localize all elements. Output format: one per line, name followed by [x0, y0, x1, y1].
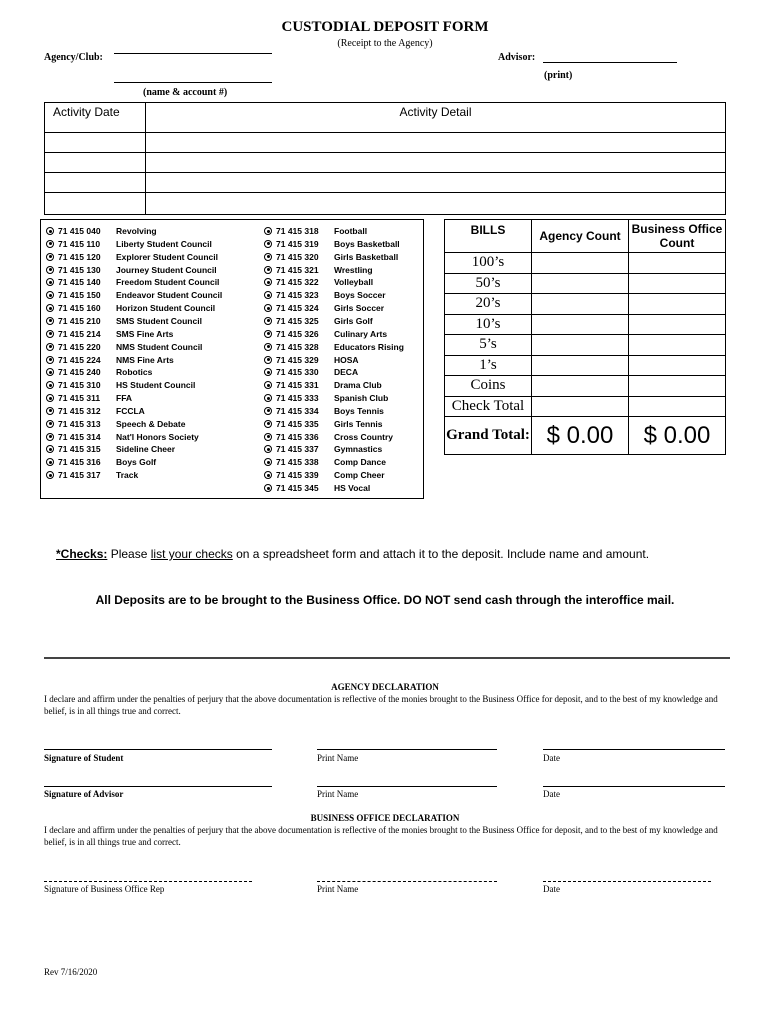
print-name-label: Print Name — [317, 753, 359, 763]
account-option[interactable] — [264, 277, 373, 288]
radio-icon[interactable] — [264, 471, 272, 479]
account-name: Football — [334, 226, 368, 236]
account-option[interactable] — [264, 265, 373, 276]
account-option[interactable] — [264, 393, 388, 404]
bill-denomination-label: 50’s — [445, 273, 532, 294]
radio-icon[interactable] — [264, 458, 272, 466]
radio-icon[interactable] — [264, 266, 272, 274]
radio-icon[interactable] — [46, 330, 54, 338]
account-option[interactable] — [46, 342, 202, 353]
account-option[interactable] — [264, 329, 387, 340]
account-option[interactable] — [264, 457, 386, 468]
radio-icon[interactable] — [264, 291, 272, 299]
account-number: 71 415 322 — [276, 277, 319, 288]
checks-post: on a spreadsheet form and attach it to the deposit. Include name and amount. — [236, 547, 650, 561]
account-name: SMS Fine Arts — [116, 328, 174, 339]
radio-icon[interactable] — [264, 330, 272, 338]
account-name: Drama Club — [334, 380, 382, 391]
business-print-name-line[interactable] — [317, 881, 497, 882]
account-number: 71 415 339 — [276, 470, 319, 481]
account-option[interactable] — [46, 290, 222, 301]
business-count-cell[interactable] — [629, 273, 726, 294]
account-number: 71 415 337 — [276, 444, 319, 455]
form-title: CUSTODIAL DEPOSIT FORM — [281, 19, 489, 35]
account-number: 71 415 314 — [58, 431, 101, 442]
account-name: NMS Student Council — [116, 341, 203, 352]
name-account-label: (name & account #) — [143, 87, 228, 98]
account-name: Educators Rising — [334, 341, 404, 352]
account-option[interactable] — [264, 252, 398, 263]
account-number: 71 415 315 — [58, 444, 101, 455]
account-name: Revolving — [116, 226, 157, 236]
account-selection-box — [40, 219, 424, 499]
account-number: 71 415 325 — [276, 315, 319, 326]
account-name: Freedom Student Council — [116, 277, 220, 288]
business-count-cell[interactable] — [629, 355, 726, 376]
account-name: HS Vocal — [334, 483, 371, 493]
activity-detail-cell[interactable] — [146, 173, 726, 193]
account-number: 71 415 220 — [58, 341, 101, 352]
radio-icon[interactable] — [46, 253, 54, 261]
radio-icon[interactable] — [264, 420, 272, 428]
business-grand-total: $ 0.00 — [629, 417, 726, 455]
activity-date-cell[interactable] — [45, 173, 146, 193]
account-option[interactable] — [46, 470, 138, 481]
account-name: Comp Cheer — [334, 470, 385, 481]
account-option[interactable] — [46, 444, 175, 455]
account-number: 71 415 335 — [276, 418, 319, 429]
activity-date-cell[interactable] — [45, 193, 146, 215]
account-number: 71 415 330 — [276, 367, 319, 378]
account-option[interactable] — [46, 419, 185, 430]
account-name: NMS Fine Arts — [116, 354, 174, 365]
bills-row — [445, 376, 726, 397]
account-number: 71 415 210 — [58, 315, 101, 326]
account-number: 71 415 328 — [276, 341, 319, 352]
account-option[interactable] — [46, 367, 152, 378]
account-name: HOSA — [334, 354, 359, 365]
radio-icon[interactable] — [46, 240, 54, 248]
account-number: 71 415 317 — [58, 470, 101, 481]
radio-icon[interactable] — [46, 368, 54, 376]
account-number: 71 415 140 — [58, 277, 101, 288]
signature-of-business-rep-label: Signature of Business Office Rep — [44, 884, 165, 894]
business-count-cell[interactable] — [629, 396, 726, 417]
account-number: 71 415 326 — [276, 328, 319, 339]
business-office-count-header: Business Office Count — [629, 220, 726, 253]
business-print-name-label: Print Name — [317, 884, 359, 894]
advisor-date-line[interactable] — [543, 786, 725, 787]
account-name: Girls Basketball — [334, 251, 399, 262]
activity-detail-header: Activity Detail — [146, 103, 726, 133]
account-number: 71 415 333 — [276, 393, 319, 404]
account-option[interactable] — [46, 303, 215, 314]
account-name: Nat'l Honors Society — [116, 431, 199, 442]
account-name: FFA — [116, 393, 133, 404]
bills-row — [445, 355, 726, 376]
account-name: Culinary Arts — [334, 328, 388, 339]
account-name: FCCLA — [116, 405, 145, 416]
bills-row — [445, 294, 726, 315]
account-name: Boys Golf — [116, 457, 157, 468]
account-name: Gymnastics — [334, 444, 383, 455]
account-number: 71 415 040 — [58, 226, 101, 236]
checks-pre: Please — [110, 547, 148, 561]
radio-icon[interactable] — [46, 420, 54, 428]
account-option[interactable] — [264, 470, 385, 481]
agency-count-cell[interactable] — [532, 314, 629, 335]
account-option[interactable] — [264, 290, 386, 301]
account-number: 71 415 160 — [58, 303, 101, 314]
account-option[interactable] — [46, 380, 195, 391]
bill-denomination-label: Coins — [445, 376, 532, 397]
account-option[interactable] — [264, 483, 370, 494]
deposits-note: All Deposits are to be brought to the Business Office. DO NOT send cash through the interoffice mail. — [95, 593, 675, 607]
radio-icon[interactable] — [264, 368, 272, 376]
account-name: Track — [116, 470, 139, 481]
account-option[interactable] — [264, 342, 404, 353]
account-name: Comp Dance — [334, 457, 386, 468]
account-name: DECA — [334, 367, 359, 378]
radio-icon[interactable] — [264, 445, 272, 453]
account-number: 71 415 319 — [276, 238, 319, 249]
account-number: 71 415 214 — [58, 328, 101, 339]
account-number: 71 415 150 — [58, 290, 101, 301]
radio-icon[interactable] — [46, 343, 54, 351]
radio-icon[interactable] — [264, 407, 272, 415]
account-name: Horizon Student Council — [116, 303, 216, 314]
account-number: 71 415 320 — [276, 251, 319, 262]
account-option[interactable] — [264, 406, 384, 417]
account-number: 71 415 336 — [276, 431, 319, 442]
radio-icon[interactable] — [264, 433, 272, 441]
bill-denomination-label: 5’s — [445, 335, 532, 356]
bill-denomination-label: 1’s — [445, 355, 532, 376]
activity-detail-cell[interactable] — [146, 133, 726, 153]
radio-icon[interactable] — [264, 484, 272, 492]
account-option[interactable] — [46, 239, 212, 250]
form-subtitle: (Receipt to the Agency) — [337, 38, 433, 49]
agency-count-cell[interactable] — [532, 294, 629, 315]
account-option[interactable] — [264, 355, 359, 366]
advisor-print-name-line[interactable] — [317, 786, 497, 787]
radio-icon[interactable] — [264, 227, 272, 235]
student-date-line[interactable] — [543, 749, 725, 750]
account-option[interactable] — [264, 303, 384, 314]
account-name: Boys Basketball — [334, 238, 400, 249]
account-number: 71 415 334 — [276, 405, 319, 416]
radio-icon[interactable] — [46, 433, 54, 441]
account-name: Boys Tennis — [334, 405, 384, 416]
radio-icon[interactable] — [46, 227, 54, 235]
radio-icon[interactable] — [264, 356, 272, 364]
signature-of-student-label: Signature of Student — [44, 753, 124, 763]
print-name-label-2: Print Name — [317, 789, 359, 799]
account-option[interactable] — [46, 277, 219, 288]
account-number: 71 415 323 — [276, 290, 319, 301]
account-option[interactable] — [46, 393, 132, 404]
account-option[interactable] — [46, 265, 217, 276]
account-number: 71 415 318 — [276, 226, 319, 236]
agency-grand-total: $ 0.00 — [532, 417, 629, 455]
account-option[interactable] — [264, 316, 373, 327]
account-name: Robotics — [116, 367, 153, 378]
radio-icon[interactable] — [264, 304, 272, 312]
account-option[interactable] — [46, 226, 157, 237]
activity-date-header: Activity Date — [45, 103, 146, 133]
agency-account-field[interactable] — [114, 82, 272, 83]
agency-declaration-text: I declare and affirm under the penalties of perjury that the above documentation is reflective of the monies brought to the Business Office for deposit, and to the best of my knowledge and belief, is in all things true and correct. — [44, 694, 718, 716]
agency-count-header: Agency Count — [532, 220, 629, 253]
account-option[interactable] — [264, 444, 382, 455]
business-count-cell[interactable] — [629, 335, 726, 356]
revision-label: Rev 7/16/2020 — [44, 967, 98, 977]
agency-declaration-title: AGENCY DECLARATION — [331, 682, 439, 692]
business-count-cell[interactable] — [629, 253, 726, 274]
bills-header: BILLS — [445, 220, 532, 253]
account-number: 71 415 312 — [58, 405, 101, 416]
agency-count-cell[interactable] — [532, 273, 629, 294]
account-option[interactable] — [46, 432, 199, 443]
account-option[interactable] — [264, 419, 383, 430]
account-option[interactable] — [46, 406, 145, 417]
account-option[interactable] — [264, 380, 382, 391]
agency-count-cell[interactable] — [532, 376, 629, 397]
advisor-label: Advisor: — [498, 52, 536, 63]
account-name: Girls Golf — [334, 315, 373, 326]
radio-icon[interactable] — [46, 317, 54, 325]
account-option[interactable] — [46, 457, 156, 468]
date-label: Date — [543, 753, 560, 763]
account-option[interactable] — [264, 367, 358, 378]
agency-count-cell[interactable] — [532, 355, 629, 376]
account-number: 71 415 120 — [58, 251, 101, 262]
account-option[interactable] — [46, 329, 173, 340]
account-name: Endeavor Student Council — [116, 290, 223, 301]
account-name: Sideline Cheer — [116, 444, 176, 455]
radio-icon[interactable] — [46, 291, 54, 299]
account-number: 71 415 329 — [276, 354, 319, 365]
radio-icon[interactable] — [264, 343, 272, 351]
bill-denomination-label: Check Total — [445, 396, 532, 417]
radio-icon[interactable] — [264, 394, 272, 402]
account-name: Girls Tennis — [334, 418, 383, 429]
business-declaration-text: I declare and affirm under the penalties of perjury that the above documentation is reflective of the monies brought to the Business Office for deposit, and to the best of my knowledge and belief, is in all things true and correct. — [44, 825, 718, 847]
account-number: 71 415 110 — [58, 238, 101, 249]
radio-icon[interactable] — [46, 407, 54, 415]
account-number: 71 415 316 — [58, 457, 101, 468]
account-option[interactable] — [46, 316, 202, 327]
radio-icon[interactable] — [46, 445, 54, 453]
business-date-label: Date — [543, 884, 560, 894]
radio-icon[interactable] — [264, 317, 272, 325]
student-signature-line[interactable] — [44, 749, 272, 750]
radio-icon[interactable] — [264, 240, 272, 248]
bill-denomination-label: 100’s — [445, 253, 532, 274]
agency-club-label: Agency/Club: — [44, 52, 103, 63]
account-name: HS Student Council — [116, 380, 196, 391]
agency-count-cell[interactable] — [532, 335, 629, 356]
bills-row — [445, 335, 726, 356]
advisor-field[interactable] — [543, 62, 677, 63]
bills-table — [444, 219, 726, 455]
radio-icon[interactable] — [46, 471, 54, 479]
agency-count-cell[interactable] — [532, 396, 629, 417]
account-name: Speech & Debate — [116, 418, 186, 429]
activity-detail-cell[interactable] — [146, 193, 726, 215]
account-option[interactable] — [264, 432, 393, 443]
account-option[interactable] — [264, 226, 367, 237]
bills-row — [445, 314, 726, 335]
business-count-cell[interactable] — [629, 294, 726, 315]
account-number: 71 415 311 — [58, 393, 101, 404]
agency-club-field[interactable] — [114, 53, 272, 54]
radio-icon[interactable] — [46, 381, 54, 389]
account-name: Girls Soccer — [334, 303, 385, 314]
section-divider — [44, 657, 730, 659]
account-number: 71 415 310 — [58, 380, 101, 391]
radio-icon[interactable] — [46, 266, 54, 274]
grand-total-label: Grand Total: — [445, 417, 532, 455]
account-number: 71 415 345 — [276, 483, 319, 493]
agency-count-cell[interactable] — [532, 253, 629, 274]
account-name: Wrestling — [334, 264, 373, 275]
radio-icon[interactable] — [46, 458, 54, 466]
account-number: 71 415 321 — [276, 264, 319, 275]
business-count-cell[interactable] — [629, 314, 726, 335]
signature-of-advisor-label: Signature of Advisor — [44, 789, 124, 799]
account-name: Cross Country — [334, 431, 394, 442]
date-label-2: Date — [543, 789, 560, 799]
business-rep-signature-line[interactable] — [44, 881, 252, 882]
business-declaration-title: BUSINESS OFFICE DECLARATION — [310, 813, 460, 823]
activity-date-cell[interactable] — [45, 153, 146, 173]
student-print-name-line[interactable] — [317, 749, 497, 750]
account-number: 71 415 313 — [58, 418, 101, 429]
radio-icon[interactable] — [264, 278, 272, 286]
bills-row — [445, 273, 726, 294]
radio-icon[interactable] — [264, 381, 272, 389]
account-number: 71 415 224 — [58, 354, 101, 365]
account-name: Boys Soccer — [334, 290, 386, 301]
checks-label: *Checks: — [56, 547, 108, 561]
list-your-checks-link: list your checks — [150, 547, 233, 561]
account-number: 71 415 331 — [276, 380, 319, 391]
account-option[interactable] — [46, 355, 174, 366]
advisor-signature-line[interactable] — [44, 786, 272, 787]
account-number: 71 415 324 — [276, 303, 319, 314]
account-name: SMS Student Council — [116, 315, 202, 326]
account-name: Spanish Club — [334, 393, 389, 404]
bill-denomination-label: 20’s — [445, 294, 532, 315]
checks-note — [56, 547, 649, 561]
account-option[interactable] — [46, 252, 218, 263]
account-number: 71 415 338 — [276, 457, 319, 468]
business-date-line[interactable] — [543, 881, 711, 882]
activity-date-cell[interactable] — [45, 133, 146, 153]
account-name: Volleyball — [334, 277, 374, 288]
activity-table — [44, 102, 726, 215]
radio-icon[interactable] — [46, 304, 54, 312]
account-name: Journey Student Council — [116, 264, 217, 275]
business-count-cell[interactable] — [629, 376, 726, 397]
bills-row — [445, 396, 726, 417]
radio-icon[interactable] — [46, 278, 54, 286]
account-number: 71 415 240 — [58, 367, 101, 378]
account-name: Explorer Student Council — [116, 251, 219, 262]
account-number: 71 415 130 — [58, 264, 101, 275]
account-option[interactable] — [264, 239, 400, 250]
advisor-print-label: (print) — [544, 70, 573, 81]
activity-detail-cell[interactable] — [146, 153, 726, 173]
radio-icon[interactable] — [46, 394, 54, 402]
radio-icon[interactable] — [264, 253, 272, 261]
bills-row — [445, 253, 726, 274]
bill-denomination-label: 10’s — [445, 314, 532, 335]
account-name: Liberty Student Council — [116, 238, 212, 249]
radio-icon[interactable] — [46, 356, 54, 364]
